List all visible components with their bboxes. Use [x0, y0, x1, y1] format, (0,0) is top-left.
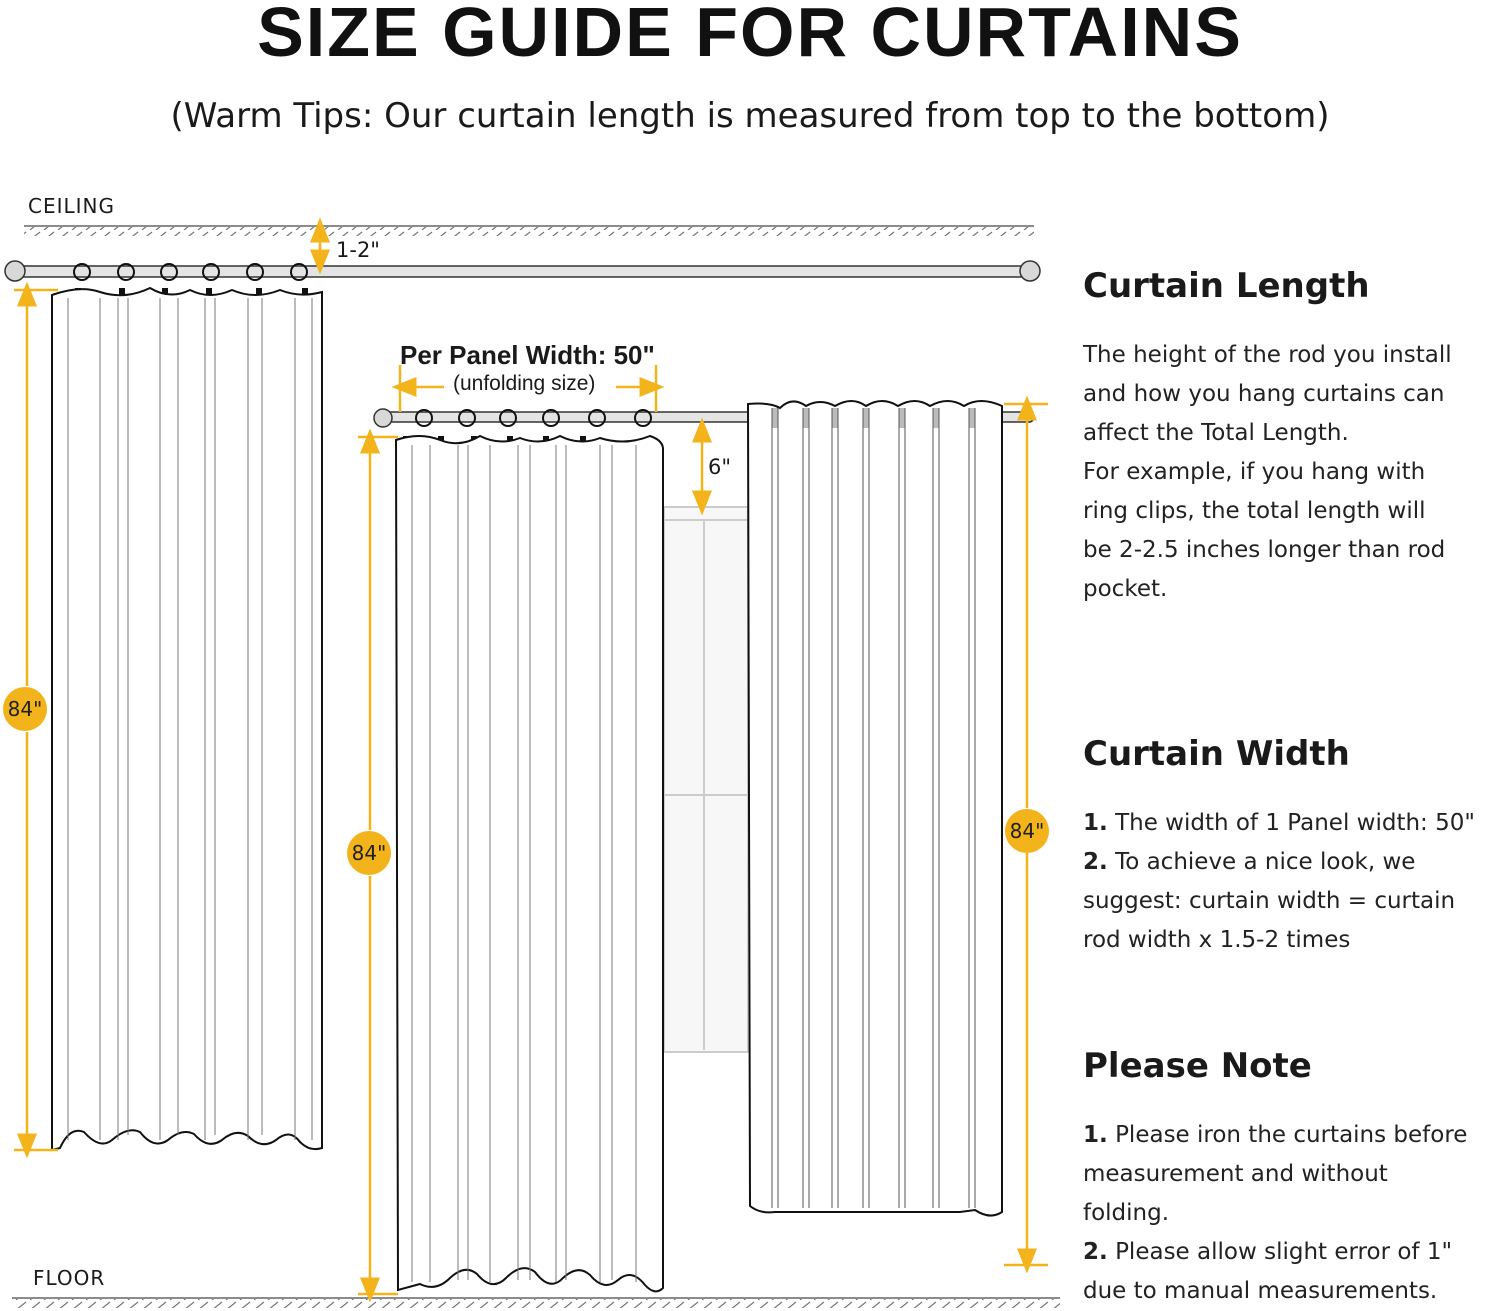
ceiling-line — [24, 226, 1034, 236]
list-item: 1. Please iron the curtains before — [1083, 1122, 1468, 1148]
ceiling-label: CEILING — [28, 194, 115, 218]
page-title: SIZE GUIDE FOR CURTAINS — [257, 0, 1243, 71]
warm-tips-subtitle: (Warm Tips: Our curtain length is measured from top to the bottom) — [170, 96, 1330, 136]
text-line: pocket. — [1083, 576, 1168, 602]
text-line: affect the Total Length. — [1083, 420, 1349, 446]
panel-width-label: Per Panel Width: 50" — [400, 340, 655, 370]
right-curtain-panel — [748, 401, 1002, 1216]
length-badge-left: 84" — [3, 687, 47, 731]
floor-label: FLOOR — [33, 1266, 106, 1290]
curtain-length-section — [1083, 266, 1452, 609]
text-line: and how you hang curtains can — [1083, 381, 1445, 407]
text-line: measurement and without — [1083, 1161, 1388, 1187]
text-line: due to manual measurements. — [1083, 1278, 1438, 1304]
window-gap-label: 6" — [708, 455, 732, 479]
curtain-width-section — [1083, 734, 1475, 960]
text-line: be 2-2.5 inches longer than rod — [1083, 537, 1446, 563]
text-line: suggest: curtain width = curtain — [1083, 888, 1456, 914]
section-title: Curtain Width — [1083, 734, 1350, 774]
text-line: The height of the rod you install — [1083, 342, 1452, 368]
unfolding-size-label: (unfolding size) — [453, 372, 596, 395]
text-line: ring clips, the total length will — [1083, 498, 1426, 524]
text-line: rod width x 1.5-2 times — [1083, 927, 1351, 953]
list-item: 2. To achieve a nice look, we — [1083, 849, 1416, 875]
please-note-section — [1083, 1046, 1467, 1311]
section-title: Please Note — [1083, 1046, 1312, 1086]
length-badge-middle: 84" — [347, 831, 391, 875]
rod-gap-label: 1-2" — [336, 238, 380, 262]
section-title: Curtain Length — [1083, 266, 1370, 306]
list-item: 1. The width of 1 Panel width: 50" — [1083, 810, 1475, 836]
window-frame — [664, 507, 748, 1052]
text-line: folding. — [1083, 1200, 1170, 1226]
text-line: For example, if you hang with — [1083, 459, 1426, 485]
list-item: 2. Please allow slight error of 1" — [1083, 1239, 1453, 1265]
left-curtain-panel — [52, 288, 322, 1150]
middle-curtain-panel — [396, 436, 663, 1291]
floor-line — [12, 1298, 1060, 1308]
length-badge-right: 84" — [1005, 809, 1049, 853]
